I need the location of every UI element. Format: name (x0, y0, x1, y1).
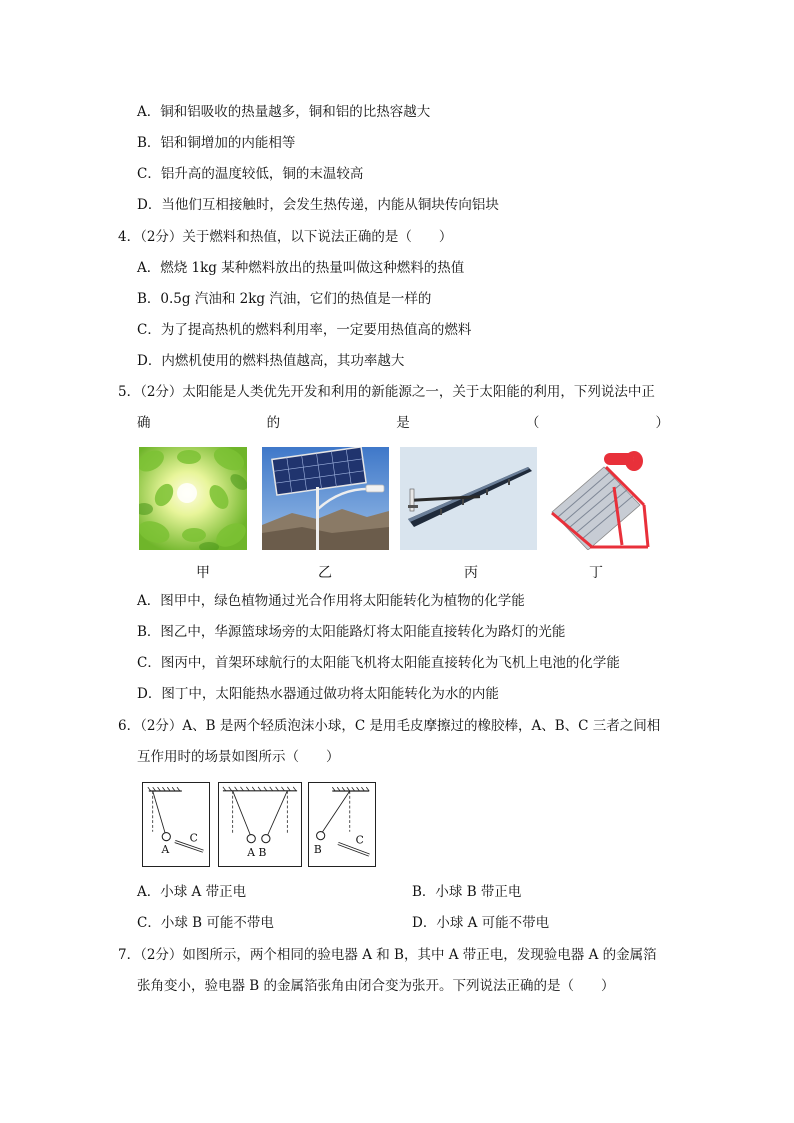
q6-stem-line1: 6．（2分）A、B 是两个轻质泡沫小球，C 是用毛皮摩擦过的橡胶棒，A、B、C 三者之间相 (118, 718, 661, 734)
photo-leaves-sunlight (139, 447, 247, 550)
q5-stem-line1: 5．（2分）太阳能是人类优先开发和利用的新能源之一，关于太阳能的利用，下列说法中正 (118, 384, 655, 400)
q5-stem-char: 的 (266, 415, 281, 431)
q7-stem-line1: 7．（2分）如图所示，两个相同的验电器 A 和 B，其中 A 带正电，发现验电器 A 的金属箔 (118, 947, 657, 963)
caption-yi: 乙 (318, 565, 332, 581)
q5-stem-line2 (137, 414, 669, 432)
q6-option-b: B．小球 B 带正电 (412, 884, 522, 900)
caption-ding: 丁 (589, 565, 603, 581)
q5-option-c: C．图丙中，首架环球航行的太阳能飞机将太阳能直接转化为飞机上电池的化学能 (137, 655, 620, 671)
q5-stem-char: ） (655, 415, 669, 431)
figure-ball-a-and-rod-c (142, 782, 210, 867)
q6-option-a: A．小球 A 带正电 (137, 884, 247, 900)
q6-option-c: C．小球 B 可能不带电 (137, 915, 274, 931)
q5-stem-char: （ (525, 415, 540, 431)
figure-ball-b-and-rod-c (308, 782, 376, 867)
caption-bing: 丙 (464, 565, 478, 581)
photo-solar-airplane (400, 447, 537, 550)
q3-option-b: B．铝和铜增加的内能相等 (137, 135, 296, 151)
q5-stem-char: 是 (396, 415, 410, 431)
q5-option-d: D．图丁中，太阳能热水器通过做功将太阳能转化为水的内能 (137, 686, 499, 702)
q6-option-d: D．小球 A 可能不带电 (412, 915, 550, 931)
q4-option-d: D．内燃机使用的燃料热值越高，其功率越大 (137, 353, 405, 369)
fig1-label-c: C (189, 831, 198, 845)
photo-solar-street-lamp (262, 447, 389, 550)
q3-option-a: A．铜和铝吸收的热量越多，铜和铝的比热容越大 (137, 104, 431, 120)
q5-option-a: A．图甲中，绿色植物通过光合作用将太阳能转化为植物的化学能 (137, 593, 525, 609)
q6-stem-line2: 互作用时的场景如图所示（ ） (137, 749, 340, 765)
q4-option-a: A．燃烧 1kg 某种燃料放出的热量叫做这种燃料的热值 (137, 260, 465, 276)
fig1-label-a: A (161, 843, 170, 857)
caption-jia: 甲 (196, 565, 210, 581)
q4-stem: 4．（2分）关于燃料和热值，以下说法正确的是（ ） (118, 229, 453, 245)
figure-balls-a-b (218, 782, 302, 867)
fig3-label-b: B (313, 843, 322, 857)
fig3-label-c: C (355, 833, 364, 847)
q3-option-d: D．当他们互相接触时，会发生热传递，内能从铜块传向铝块 (137, 197, 499, 213)
q4-option-b: B．0.5g 汽油和 2kg 汽油，它们的热值是一样的 (137, 291, 432, 307)
q3-option-c: C．铝升高的温度较低，铜的末温较高 (137, 166, 364, 182)
q5-option-b: B．图乙中，华源篮球场旁的太阳能路灯将太阳能直接转化为路灯的光能 (137, 624, 566, 640)
q7-stem-line2: 张角变小，验电器 B 的金属箔张角由闭合变为张开。下列说法正确的是（ ） (137, 978, 615, 994)
fig2-label-ab: A B (247, 846, 267, 860)
photo-solar-water-heater (544, 447, 652, 550)
q4-option-c: C．为了提高热机的燃料利用率，一定要用热值高的燃料 (137, 322, 472, 338)
q5-stem-char: 确 (137, 415, 151, 431)
